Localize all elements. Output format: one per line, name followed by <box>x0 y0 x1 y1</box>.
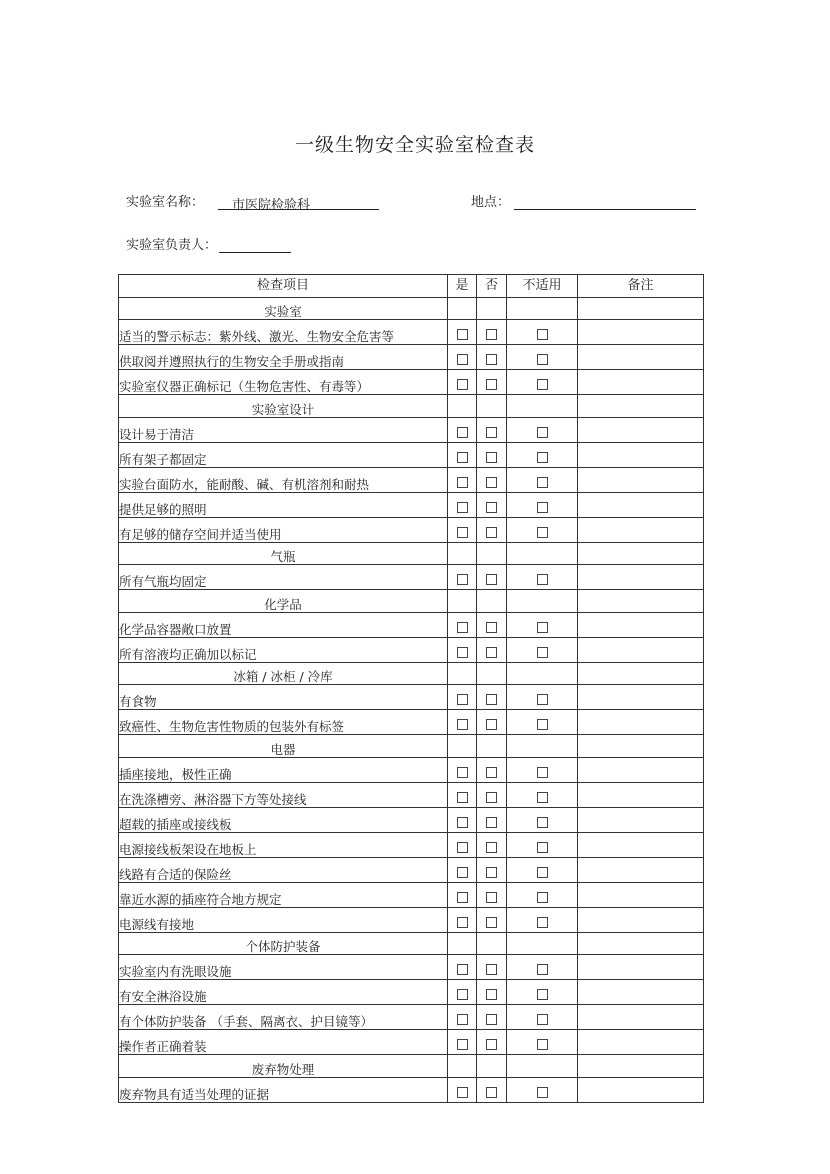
na-checkbox[interactable] <box>537 527 548 538</box>
yes-checkbox[interactable] <box>457 694 468 705</box>
item-label: 实验室内有洗眼设施 <box>119 955 448 980</box>
section-title: 实验室设计 <box>119 395 448 418</box>
empty-cell <box>448 297 477 320</box>
yes-cell <box>448 882 477 907</box>
no-cell <box>477 1030 507 1055</box>
na-checkbox[interactable] <box>537 329 548 340</box>
no-checkbox[interactable] <box>486 989 497 1000</box>
na-cell <box>507 882 578 907</box>
no-checkbox[interactable] <box>486 574 497 585</box>
remarks-cell[interactable] <box>578 980 704 1005</box>
no-checkbox[interactable] <box>486 694 497 705</box>
item-label: 有安全淋浴设施 <box>119 980 448 1005</box>
yes-cell <box>448 637 477 662</box>
section-title: 废弃物处理 <box>119 1055 448 1078</box>
no-checkbox[interactable] <box>486 622 497 633</box>
yes-cell <box>448 1030 477 1055</box>
item-label: 有个体防护装备 （手套、隔离衣、护目镜等） <box>119 1005 448 1030</box>
empty-cell <box>477 395 507 418</box>
checklist-body <box>119 297 704 1102</box>
yes-cell <box>448 1005 477 1030</box>
na-checkbox[interactable] <box>537 647 548 658</box>
responsible-field <box>126 234 291 253</box>
empty-cell <box>477 662 507 685</box>
no-checkbox[interactable] <box>486 867 497 878</box>
section-row <box>119 735 704 758</box>
section-title: 冰箱 / 冰柜 / 冷库 <box>119 662 448 685</box>
item-label: 提供足够的照明 <box>119 492 448 517</box>
remarks-cell[interactable] <box>578 345 704 370</box>
no-checkbox[interactable] <box>486 1087 497 1098</box>
yes-cell <box>448 980 477 1005</box>
yes-cell <box>448 782 477 807</box>
na-checkbox[interactable] <box>537 989 548 1000</box>
yes-checkbox[interactable] <box>457 574 468 585</box>
section-row <box>119 1055 704 1078</box>
no-cell <box>477 1077 507 1102</box>
na-cell <box>507 955 578 980</box>
yes-checkbox[interactable] <box>457 1014 468 1025</box>
section-title: 化学品 <box>119 590 448 613</box>
na-checkbox[interactable] <box>537 1014 548 1025</box>
empty-cell <box>477 590 507 613</box>
section-row <box>119 395 704 418</box>
header-item: 检查项目 <box>119 275 448 298</box>
yes-cell <box>448 370 477 395</box>
yes-cell <box>448 442 477 467</box>
remarks-cell[interactable] <box>578 710 704 735</box>
checklist-row <box>119 320 704 345</box>
yes-checkbox[interactable] <box>457 719 468 730</box>
na-checkbox[interactable] <box>537 452 548 463</box>
checklist-row <box>119 710 704 735</box>
na-cell <box>507 442 578 467</box>
item-label: 设计易于清洁 <box>119 417 448 442</box>
checklist-row <box>119 1030 704 1055</box>
na-cell <box>507 467 578 492</box>
item-label: 致癌性、生物危害性物质的包装外有标签 <box>119 710 448 735</box>
item-label: 供取阅并遵照执行的生物安全手册或指南 <box>119 345 448 370</box>
empty-cell <box>448 395 477 418</box>
na-checkbox[interactable] <box>537 719 548 730</box>
no-checkbox[interactable] <box>486 329 497 340</box>
header-na: 不适用 <box>507 275 578 298</box>
checklist-row <box>119 955 704 980</box>
empty-cell <box>448 735 477 758</box>
empty-cell <box>477 297 507 320</box>
no-cell <box>477 757 507 782</box>
remarks-cell[interactable] <box>578 517 704 542</box>
yes-checkbox[interactable] <box>457 477 468 488</box>
na-checkbox[interactable] <box>537 792 548 803</box>
checklist-row <box>119 565 704 590</box>
checklist-row <box>119 1077 704 1102</box>
na-checkbox[interactable] <box>537 477 548 488</box>
yes-cell <box>448 1077 477 1102</box>
no-checkbox[interactable] <box>486 427 497 438</box>
checklist-table <box>118 274 704 1103</box>
no-cell <box>477 637 507 662</box>
checklist-row <box>119 807 704 832</box>
na-checkbox[interactable] <box>537 1087 548 1098</box>
no-checkbox[interactable] <box>486 964 497 975</box>
item-label: 适当的警示标志：紫外线、激光、生物安全危害等 <box>119 320 448 345</box>
responsible-label: 实验室负责人： <box>126 238 218 253</box>
na-checkbox[interactable] <box>537 892 548 903</box>
na-cell <box>507 1005 578 1030</box>
no-cell <box>477 320 507 345</box>
checklist-row <box>119 832 704 857</box>
no-cell <box>477 612 507 637</box>
no-checkbox[interactable] <box>486 477 497 488</box>
remarks-cell[interactable] <box>578 955 704 980</box>
na-checkbox[interactable] <box>537 817 548 828</box>
location-field <box>471 191 696 210</box>
no-checkbox[interactable] <box>486 892 497 903</box>
no-cell <box>477 907 507 932</box>
yes-cell <box>448 492 477 517</box>
header-no: 否 <box>477 275 507 298</box>
na-cell <box>507 782 578 807</box>
na-cell <box>507 612 578 637</box>
yes-checkbox[interactable] <box>457 502 468 513</box>
remarks-cell[interactable] <box>578 417 704 442</box>
yes-cell <box>448 832 477 857</box>
checklist-row <box>119 757 704 782</box>
item-label: 在洗涤槽旁、淋浴器下方等处接线 <box>119 782 448 807</box>
no-checkbox[interactable] <box>486 354 497 365</box>
na-checkbox[interactable] <box>537 427 548 438</box>
yes-cell <box>448 710 477 735</box>
no-cell <box>477 857 507 882</box>
na-cell <box>507 320 578 345</box>
checklist-row <box>119 685 704 710</box>
no-cell <box>477 980 507 1005</box>
no-cell <box>477 370 507 395</box>
remarks-cell[interactable] <box>578 637 704 662</box>
na-cell <box>507 637 578 662</box>
location-value[interactable] <box>514 193 696 210</box>
yes-checkbox[interactable] <box>457 842 468 853</box>
section-row <box>119 932 704 955</box>
section-row <box>119 590 704 613</box>
yes-cell <box>448 345 477 370</box>
checklist-row <box>119 907 704 932</box>
na-cell <box>507 417 578 442</box>
item-label: 所有气瓶均固定 <box>119 565 448 590</box>
no-checkbox[interactable] <box>486 817 497 828</box>
lab-name-field <box>126 191 379 213</box>
yes-cell <box>448 685 477 710</box>
no-cell <box>477 807 507 832</box>
checklist-row <box>119 612 704 637</box>
yes-cell <box>448 612 477 637</box>
empty-cell <box>477 1055 507 1078</box>
item-label: 线路有合适的保险丝 <box>119 857 448 882</box>
section-row <box>119 297 704 320</box>
item-label: 电源线有接地 <box>119 907 448 932</box>
empty-cell <box>477 932 507 955</box>
responsible-value[interactable] <box>219 236 291 253</box>
section-title: 实验室 <box>119 297 448 320</box>
yes-cell <box>448 467 477 492</box>
na-checkbox[interactable] <box>537 842 548 853</box>
no-checkbox[interactable] <box>486 647 497 658</box>
na-cell <box>507 1030 578 1055</box>
no-checkbox[interactable] <box>486 719 497 730</box>
item-label: 插座接地，极性正确 <box>119 757 448 782</box>
no-cell <box>477 442 507 467</box>
no-cell <box>477 517 507 542</box>
empty-cell <box>578 542 704 565</box>
yes-checkbox[interactable] <box>457 379 468 390</box>
checklist-row <box>119 1005 704 1030</box>
yes-cell <box>448 857 477 882</box>
no-checkbox[interactable] <box>486 502 497 513</box>
na-cell <box>507 685 578 710</box>
item-label: 实验室仪器正确标记（生物危害性、有毒等） <box>119 370 448 395</box>
remarks-cell[interactable] <box>578 442 704 467</box>
yes-checkbox[interactable] <box>457 767 468 778</box>
yes-cell <box>448 565 477 590</box>
item-label: 电源接线板架设在地板上 <box>119 832 448 857</box>
checklist-row <box>119 370 704 395</box>
remarks-cell[interactable] <box>578 320 704 345</box>
page-title: 一级生物安全实验室检查表 <box>294 134 535 156</box>
section-title: 气瓶 <box>119 542 448 565</box>
remarks-cell[interactable] <box>578 685 704 710</box>
remarks-cell[interactable] <box>578 757 704 782</box>
na-cell <box>507 832 578 857</box>
section-title: 电器 <box>119 735 448 758</box>
yes-checkbox[interactable] <box>457 622 468 633</box>
yes-checkbox[interactable] <box>457 427 468 438</box>
na-checkbox[interactable] <box>537 964 548 975</box>
remarks-cell[interactable] <box>578 857 704 882</box>
remarks-cell[interactable] <box>578 1030 704 1055</box>
na-cell <box>507 345 578 370</box>
yes-cell <box>448 907 477 932</box>
yes-checkbox[interactable] <box>457 329 468 340</box>
empty-cell <box>448 1055 477 1078</box>
no-cell <box>477 882 507 907</box>
na-checkbox[interactable] <box>537 694 548 705</box>
checklist-row <box>119 980 704 1005</box>
section-row <box>119 662 704 685</box>
yes-checkbox[interactable] <box>457 354 468 365</box>
checklist-row <box>119 857 704 882</box>
remarks-cell[interactable] <box>578 782 704 807</box>
yes-checkbox[interactable] <box>457 867 468 878</box>
na-cell <box>507 857 578 882</box>
no-checkbox[interactable] <box>486 452 497 463</box>
remarks-cell[interactable] <box>578 832 704 857</box>
yes-cell <box>448 757 477 782</box>
remarks-cell[interactable] <box>578 882 704 907</box>
yes-checkbox[interactable] <box>457 452 468 463</box>
checklist-row <box>119 782 704 807</box>
empty-cell <box>578 297 704 320</box>
yes-checkbox[interactable] <box>457 989 468 1000</box>
remarks-cell[interactable] <box>578 907 704 932</box>
empty-cell <box>578 395 704 418</box>
empty-cell <box>578 932 704 955</box>
header-yes: 是 <box>448 275 477 298</box>
no-cell <box>477 417 507 442</box>
remarks-cell[interactable] <box>578 370 704 395</box>
empty-cell <box>477 542 507 565</box>
remarks-cell[interactable] <box>578 807 704 832</box>
empty-cell <box>507 395 578 418</box>
empty-cell <box>578 1055 704 1078</box>
yes-cell <box>448 955 477 980</box>
empty-cell <box>578 590 704 613</box>
item-label: 超载的插座或接线板 <box>119 807 448 832</box>
remarks-cell[interactable] <box>578 1077 704 1102</box>
no-checkbox[interactable] <box>486 379 497 390</box>
no-cell <box>477 467 507 492</box>
na-cell <box>507 980 578 1005</box>
na-checkbox[interactable] <box>537 1039 548 1050</box>
na-cell <box>507 492 578 517</box>
empty-cell <box>448 662 477 685</box>
na-checkbox[interactable] <box>537 354 548 365</box>
lab-name-label: 实验室名称： <box>126 195 205 210</box>
yes-cell <box>448 417 477 442</box>
remarks-cell[interactable] <box>578 565 704 590</box>
na-checkbox[interactable] <box>537 622 548 633</box>
yes-checkbox[interactable] <box>457 817 468 828</box>
section-title: 个体防护装备 <box>119 932 448 955</box>
empty-cell <box>507 932 578 955</box>
yes-checkbox[interactable] <box>457 527 468 538</box>
na-checkbox[interactable] <box>537 574 548 585</box>
no-cell <box>477 345 507 370</box>
no-checkbox[interactable] <box>486 1039 497 1050</box>
empty-cell <box>448 590 477 613</box>
checklist-row <box>119 882 704 907</box>
no-checkbox[interactable] <box>486 1014 497 1025</box>
yes-checkbox[interactable] <box>457 1087 468 1098</box>
empty-cell <box>507 297 578 320</box>
yes-cell <box>448 807 477 832</box>
item-label: 化学品容器敞口放置 <box>119 612 448 637</box>
no-checkbox[interactable] <box>486 792 497 803</box>
remarks-cell[interactable] <box>578 1005 704 1030</box>
item-label: 靠近水源的插座符合地方规定 <box>119 882 448 907</box>
empty-cell <box>578 735 704 758</box>
empty-cell <box>448 932 477 955</box>
item-label: 所有溶液均正确加以标记 <box>119 637 448 662</box>
yes-checkbox[interactable] <box>457 647 468 658</box>
no-cell <box>477 492 507 517</box>
yes-checkbox[interactable] <box>457 892 468 903</box>
checklist-row <box>119 517 704 542</box>
yes-checkbox[interactable] <box>457 964 468 975</box>
no-checkbox[interactable] <box>486 917 497 928</box>
remarks-cell[interactable] <box>578 467 704 492</box>
na-checkbox[interactable] <box>537 867 548 878</box>
checklist-row <box>119 492 704 517</box>
no-checkbox[interactable] <box>486 767 497 778</box>
checklist-row <box>119 637 704 662</box>
yes-checkbox[interactable] <box>457 1039 468 1050</box>
no-cell <box>477 782 507 807</box>
empty-cell <box>507 662 578 685</box>
no-cell <box>477 710 507 735</box>
na-cell <box>507 907 578 932</box>
empty-cell <box>477 735 507 758</box>
na-checkbox[interactable] <box>537 502 548 513</box>
table-header-row <box>119 275 704 298</box>
header-remarks: 备注 <box>578 275 704 298</box>
empty-cell <box>578 662 704 685</box>
yes-checkbox[interactable] <box>457 792 468 803</box>
item-label: 所有架子都固定 <box>119 442 448 467</box>
yes-checkbox[interactable] <box>457 917 468 928</box>
empty-cell <box>507 590 578 613</box>
item-label: 实验台面防水，能耐酸、碱、有机溶剂和耐热 <box>119 467 448 492</box>
item-label: 有食物 <box>119 685 448 710</box>
no-checkbox[interactable] <box>486 842 497 853</box>
checklist-row <box>119 417 704 442</box>
na-cell <box>507 370 578 395</box>
yes-cell <box>448 320 477 345</box>
section-row <box>119 542 704 565</box>
no-cell <box>477 565 507 590</box>
empty-cell <box>507 735 578 758</box>
na-cell <box>507 807 578 832</box>
na-cell <box>507 1077 578 1102</box>
lab-name-value[interactable]: 市医院检验科 <box>218 194 379 210</box>
checklist-row <box>119 442 704 467</box>
yes-cell <box>448 517 477 542</box>
na-cell <box>507 757 578 782</box>
na-cell <box>507 710 578 735</box>
na-checkbox[interactable] <box>537 917 548 928</box>
no-cell <box>477 685 507 710</box>
na-cell <box>507 565 578 590</box>
item-label: 有足够的储存空间并适当使用 <box>119 517 448 542</box>
empty-cell <box>448 542 477 565</box>
no-checkbox[interactable] <box>486 527 497 538</box>
remarks-cell[interactable] <box>578 492 704 517</box>
na-cell <box>507 517 578 542</box>
item-label: 废弃物具有适当处理的证据 <box>119 1077 448 1102</box>
location-label: 地点： <box>471 195 511 210</box>
no-cell <box>477 955 507 980</box>
no-cell <box>477 1005 507 1030</box>
no-cell <box>477 832 507 857</box>
checklist-row <box>119 345 704 370</box>
na-checkbox[interactable] <box>537 767 548 778</box>
empty-cell <box>507 542 578 565</box>
item-label: 操作者正确着装 <box>119 1030 448 1055</box>
remarks-cell[interactable] <box>578 612 704 637</box>
na-checkbox[interactable] <box>537 379 548 390</box>
empty-cell <box>507 1055 578 1078</box>
checklist-row <box>119 467 704 492</box>
